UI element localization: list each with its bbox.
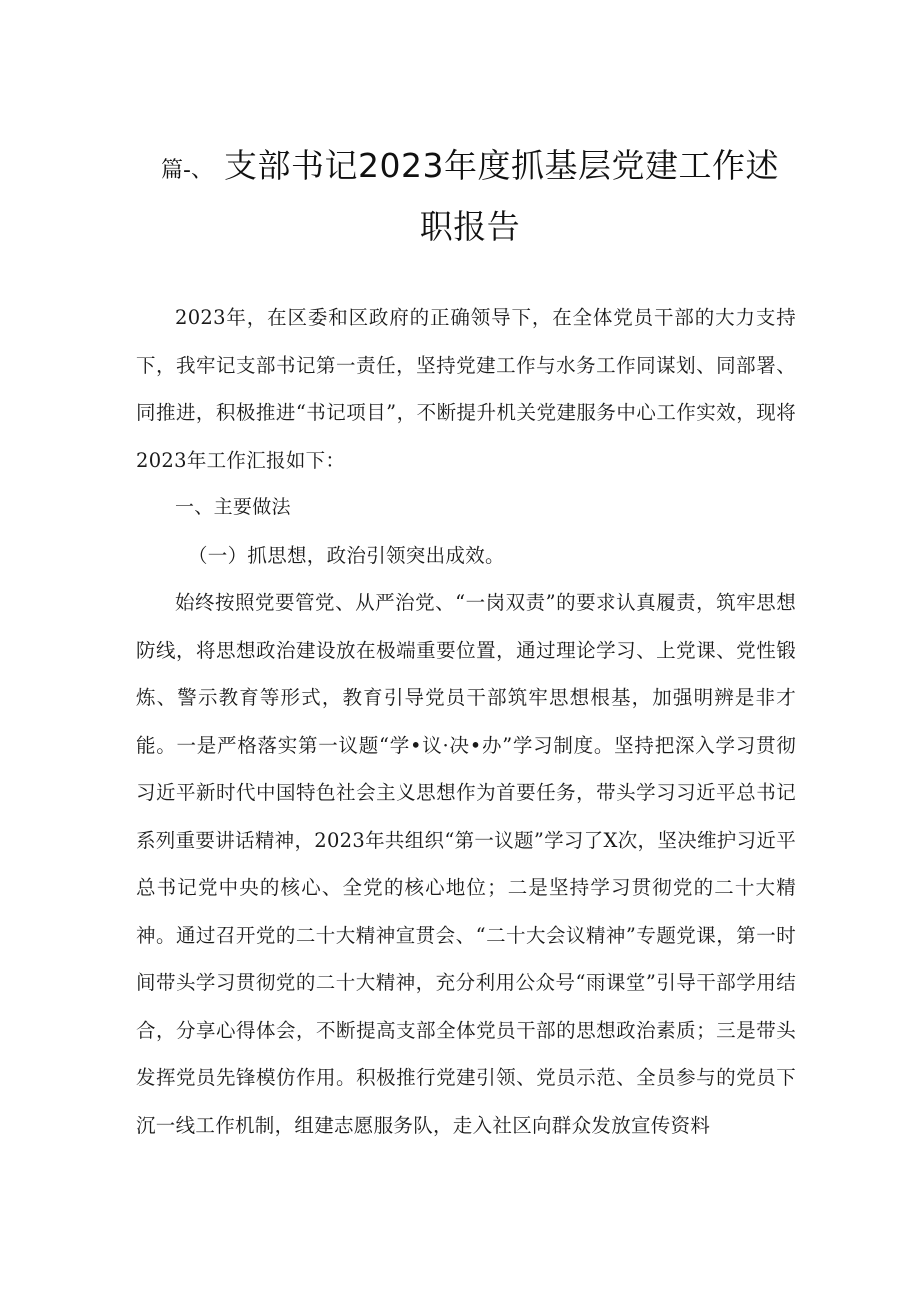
document-title bbox=[150, 138, 790, 255]
section-heading: 一、主要做法 bbox=[175, 496, 291, 518]
title-prefix: 篇-、 bbox=[161, 158, 213, 183]
title-line-2: 职报告 bbox=[419, 207, 521, 246]
title-line-1 bbox=[150, 138, 790, 199]
subsection-heading: （一）抓思想，政治引领突出成效。 bbox=[188, 543, 505, 567]
body-paragraph: 始终按照党要管党、从严治党、“一岗双责”的要求认真履责，筑牢思想防线，将思想政治建设放在极端重要位置，通过理论学习、上党课、党性锻炼、警示教育等形式，教育引导党员干部筑牢思想根基，加强明辨是非才能。一是严格落实第一议题“学•议·决•办”学习制度。坚持把深入学习贯彻习近平新时代中国特色社会主义思想作为首要任务，带头学习习近平总书记系列重要讲话精神，2023年共组织“第一议题”学习了X次，坚决维护习近平总书记党中央的核心、全党的核心地位；二是坚持学习贯彻党的二十大精神。通过召开党的二十大精神宣贯会、“二十大会议精神”专题党课，第一时间带头学习贯彻党的二十大精神，充分利用公众号“雨课堂”引导干部学用结合，分享心得体会，不断提高支部全体党员干部的思想政治素质；三是带头发挥党员先锋模仿作用。积极推行党建引领、党员示范、全员参与的党员下沉一线工作机制，组建志愿服务队，走入社区向群众发放宣传资料 bbox=[136, 591, 796, 1137]
title-main: 支部书记2023年度抓基层党建工作述 bbox=[223, 146, 779, 185]
intro-paragraph: 2023年，在区委和区政府的正确领导下，在全体党员干部的大力支持下，我牢记支部书记第一责任，坚持党建工作与水务工作同谋划、同部署、同推进，积极推进“书记项目”，不断提升机关党建服务中心工作实效，现将2023年工作汇报如下： bbox=[136, 306, 796, 472]
document-body bbox=[136, 294, 796, 1149]
